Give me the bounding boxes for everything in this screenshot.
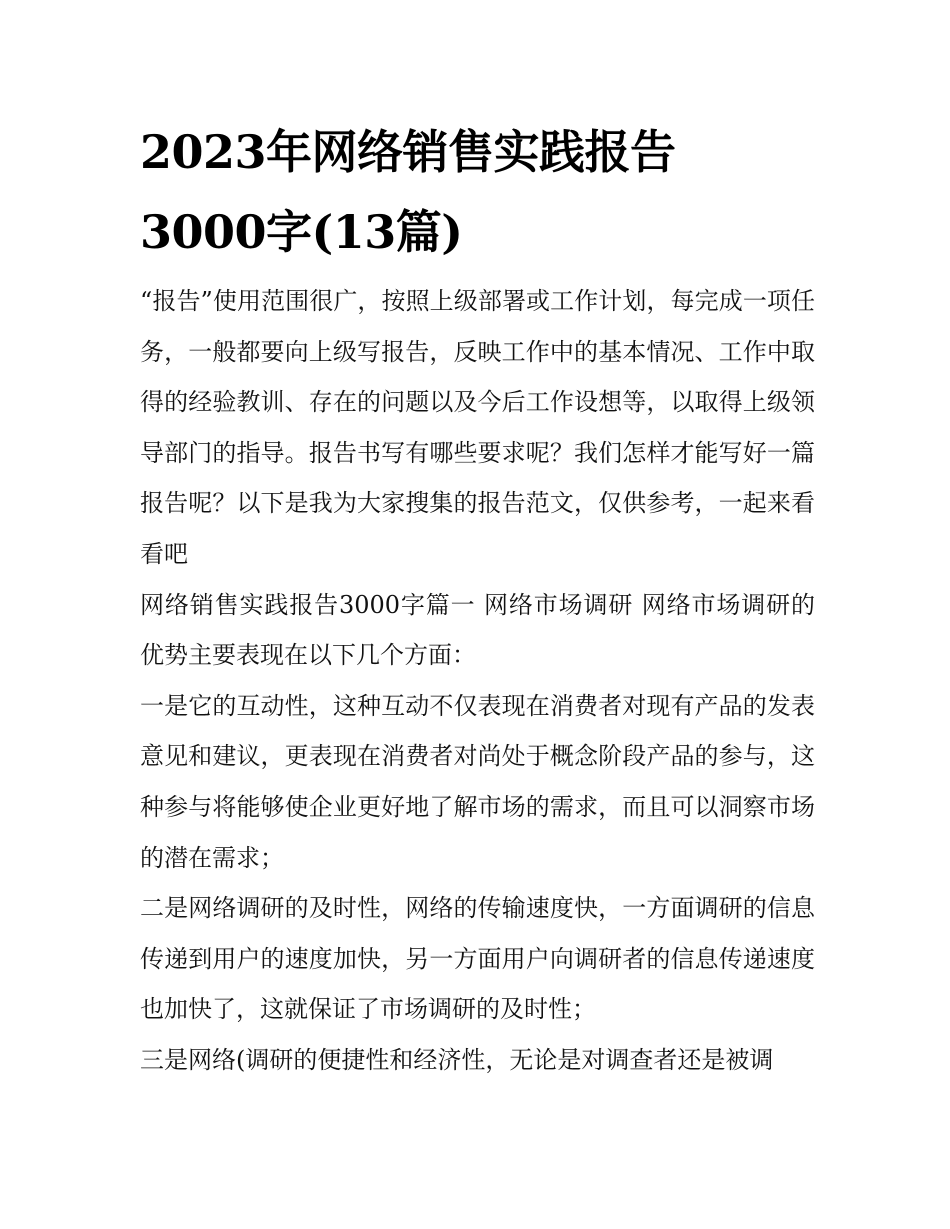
paragraph-point-three: 三是网络(调研的便捷性和经济性，无论是对调查者还是被调: [140, 1045, 774, 1074]
paragraph-point-one: 一是它的互动性，这种互动不仅表现在消费者对现有产品的发表意见和建议，更表现在消费者对尚处于概念阶段产品的参与，这种参与将能够使企业更好地了解市场的需求，而且可以洞察市场的潜在需求；: [140, 691, 815, 872]
document-body: [140, 276, 815, 1086]
paragraph-intro: “报告”使用范围很广，按照上级部署或工作计划，每完成一项任务，一般都要向上级写报告，反映工作中的基本情况、工作中取得的经验教训、存在的问题以及今后工作设想等，以取得上级领导部门的指导。报告书写有哪些要求呢？我们怎样才能写好一篇报告呢？以下是我为大家搜集的报告范文，仅供参考，一起来看看吧: [140, 287, 815, 568]
title-line-1: 2023年网络销售实践报告: [140, 125, 676, 179]
paragraph-point-two: 二是网络调研的及时性，网络的传输速度快，一方面调研的信息传递到用户的速度加快，另一方面用户向调研者的信息传递速度也加快了，这就保证了市场调研的及时性；: [140, 894, 815, 1024]
title-line-2: 3000字(13篇): [140, 205, 463, 259]
paragraph-section-heading: 网络销售实践报告3000字篇一 网络市场调研 网络市场调研的优势主要表现在以下几个方面：: [140, 590, 815, 670]
document-title: [140, 112, 820, 272]
